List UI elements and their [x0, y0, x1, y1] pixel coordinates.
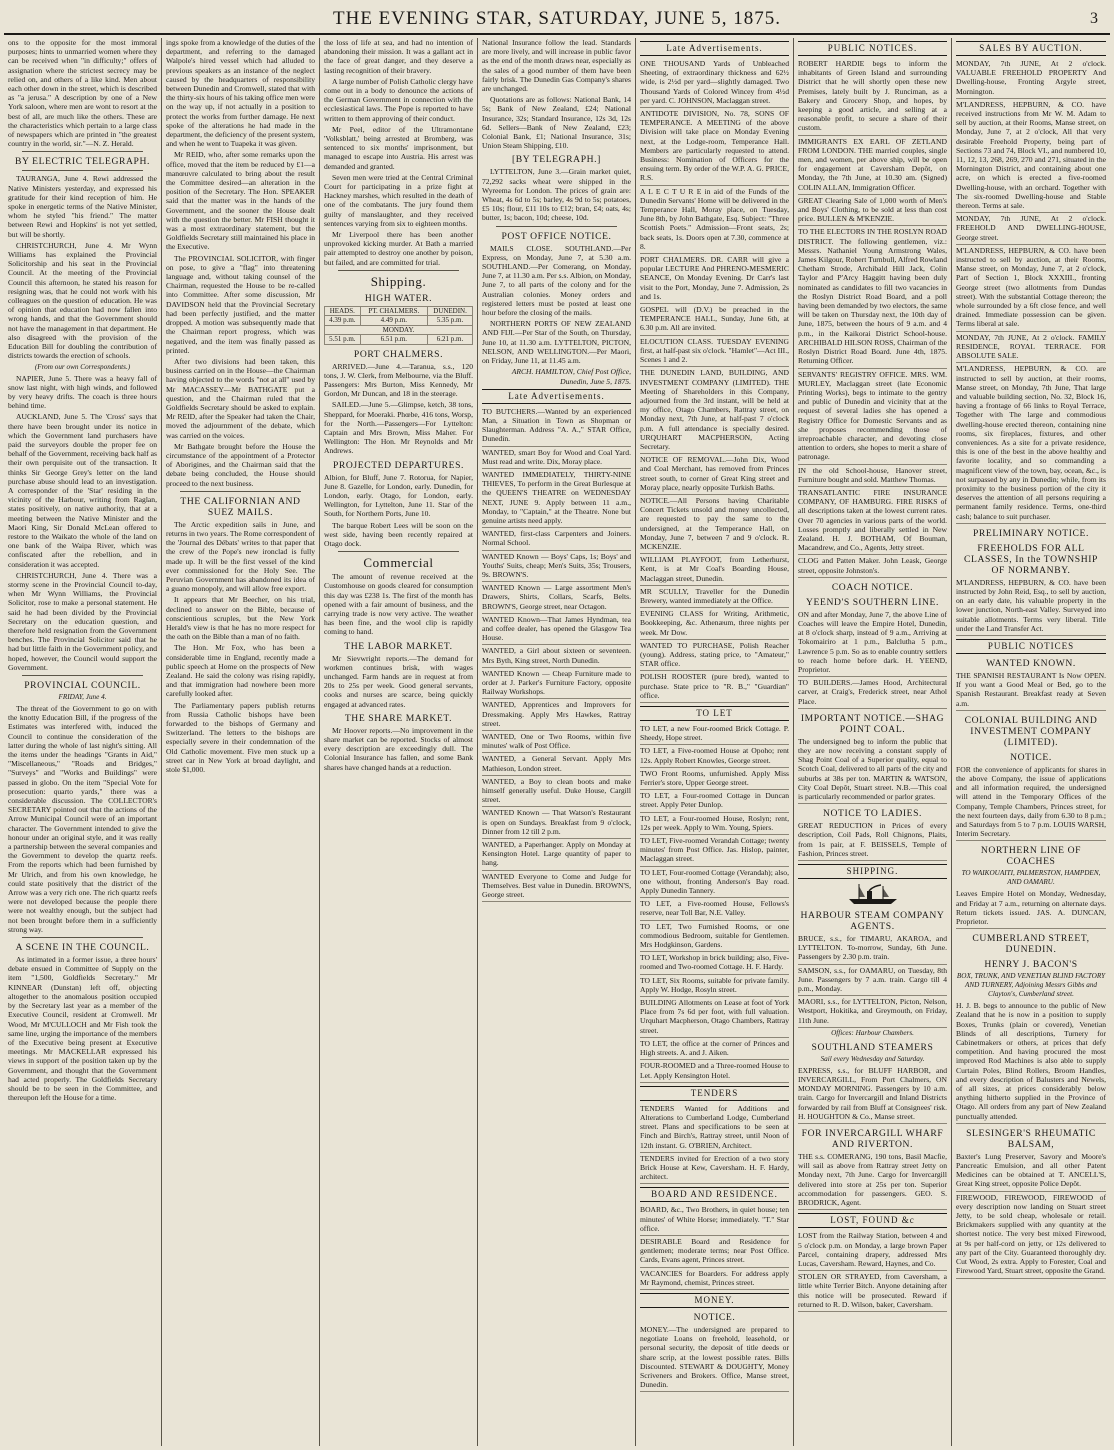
ad-text: BOARD, &c., Two Brothers, in quiet house; ten minutes' of White Horse; immediately. "T." Star office.	[640, 1205, 789, 1233]
to-let-ad	[640, 1061, 789, 1082]
telegram-christchurch: CHRISTCHURCH, June 4. Mr Wynn Williams has explained the Provincial Solicitorship and his seat in the Provincial Council. At the meeting of the Provincial Council this afternoon, he stated his reason for resigning was, that he could not work with his colleagues on the question of education. He was of opinion that education had now fallen into wrong hands, and that the Government should not have the management in that department. He also disagreed with the provision of the Education Bill for doubling the contribution of districts towards the erection of schools.	[8, 240, 157, 361]
classified-ad	[640, 305, 789, 336]
ad-text: WANTED Everyone to Come and Judge for Themselves. Best value in Dunedin. BROWN'S, George street.	[482, 871, 631, 900]
ladies-notice	[798, 821, 947, 861]
tide-col-port-chalmers: PT. CHALMERS.	[360, 306, 427, 315]
labor-market-article: Mr Sievwright reports.—The demand for workmen continues brisk, with wages unchanged. Farm hands are in request at from 20s to 25s per week. Good general servants, cooks and nurses are scarce, being quickly engaged at advanced rates.	[324, 653, 473, 709]
tender-ad	[640, 1154, 789, 1185]
ad-text: WANTED Known — Boys' Caps, 1s; Boys' and Youths' Suits, cheap; Men's Suits, 35s; Trousers, 9s. BROWN'S.	[482, 551, 631, 579]
article-paragraph: Mr Bathgate brought before the House the circumstance of the appointment of a Protector of Aborigines, and the Chairman said that the debate being concluded, the House should proceed to the next business.	[166, 441, 315, 488]
balsam-heading: SLESINGER'S RHEUMATIC BALSAM,	[966, 1127, 1096, 1150]
southland-steamers-heading: SOUTHLAND STEAMERS	[811, 1041, 934, 1053]
auction-ad	[956, 578, 1106, 636]
article-paragraph: Mr Liverpool there has been another unprovoked kicking murder. At Bath a married pair attempted to destroy one another by poison, but failed, and are committed for trial.	[324, 230, 473, 267]
ad-text: H. J. B. begs to announce to the public of New Zealand that he is now in a position to supply Boxes, Trunks (plain or covered), Venetian Blinds of all descriptions, Turnery for Cabinetmakers or others, at prices that defy competition. And having procured the most improved Rod Machines is also able to supply Curtain Poles, Blind Rollers, Broom Handles, and every description of Balusters and Newels, of all sizes, at prices considerably below anything hitherto supplied in the Province of Otago. All orders from any part of New Zealand punctually attended.	[956, 1001, 1106, 1121]
ad-text: TWO Front Rooms, unfurnished. Apply Miss Ferrier's store, Upper George street.	[640, 768, 789, 788]
ad-text: TO LET, Two Furnished Rooms, or one commodious Bedroom, suitable for Gentlemen. Mrs Hodgkinson, Gardens.	[640, 921, 789, 950]
ad-text: SERVANTS' REGISTRY OFFICE. MRS. WM. MURLEY, Maclaggan street (late Economic Printing Works), begs to intimate to the gentry and public of Dunedin and vicinity that at the request of several ladies she has opened a Registry Office for Domestic Servants and as she proposes recommending those of irreproachable character, and devoting close attention to orders, she hopes to merit a share of patronage.	[798, 369, 947, 462]
ad-text: M'LANDRESS, HEPBURN, & CO. have been instructed to sell by auction, at their Rooms, Manse street, on Monday, June 7, at 2 o'clock, Part of Section 1, Block XXXIII., fronting George street (two allotments from Dundas street). With the substantial Cottage thereon; the whole surrounded by a 6ft close fence, and well drained. Immediate possession can be given. Terms liberal at sale.	[956, 245, 1106, 329]
ad-text: LOST from the Railway Station, between 4 and 5 o'clock p.m. on Monday, a large brown Paper Parcel, containing drapery, addressed Mrs Lucas, Caversham. Reward, Haynes, and Co.	[798, 1231, 947, 1268]
ad-text: MR SCULLY, Traveller for the Dunedin Brewery, wanted immediately at the Office.	[640, 586, 789, 605]
ad-text: POLISH ROOSTER (pure bred), wanted to purchase. State price to "R. B.," "Guardian" office.	[640, 672, 789, 700]
classified-ad	[482, 732, 631, 753]
steamer-ad	[798, 934, 947, 965]
harbour-office: Offices: Harbour Chambers.	[831, 1028, 914, 1037]
to-let-ad	[640, 899, 789, 920]
ad-text: M'LANDRESS, HEPBURN, & CO. have received instructions from Mr W. M. Adam to sell by auction, at their Rooms, Manse street, on Monday, June 7, at 2 o'clock, All that very desirable Freehold Property, being part of Sections 73 and 74, Block VI., and numbered 10, 11, 12, 13, 268, 269, 270 and 271, situated in the Mornington District, and containing about one acre, on which is erected a five-roomed Dwelling-house, with an orchard. Together with The six-roomed Dwelling-house and Stable thereon. Terms at sale.	[956, 99, 1106, 211]
classified-ad	[482, 754, 631, 775]
to-let-ad	[640, 836, 789, 867]
tide-cell: 5.35 p.m.	[428, 316, 473, 325]
classified-ad	[482, 448, 631, 469]
public-notice	[798, 59, 947, 136]
classified-ad	[482, 808, 631, 839]
newspaper-title: THE EVENING STAR, SATURDAY, JUNE 5, 1875.	[333, 8, 781, 29]
public-notice	[798, 488, 947, 555]
ad-text: THE SPANISH RESTAURANT Is Now OPEN. If you want a Good Meal or Bed, go to the Spanish Restaurant. Breakfast ready at Seven a.m.	[956, 670, 1106, 708]
divider	[22, 151, 143, 152]
classified-ad	[640, 555, 789, 586]
ad-text: TO LET, a new Four-roomed Brick Cottage. P. Sheedy, Hope street.	[640, 724, 789, 743]
column-1	[4, 38, 162, 1446]
ad-text: STOLEN OR STRAYED, from Caversham, a little white Terrier Bitch. Anyone detaining after this notice will be prosecuted. Reward if returned to R. D. Wilson, baker, Caversham.	[798, 1272, 947, 1309]
public-notices-heading: PUBLIC NOTICES	[956, 639, 1106, 654]
ad-text: VACANCIES for Boarders. For address apply Mr Raymond, chemist, Princes street.	[640, 1268, 789, 1287]
ladies-notice-heading: NOTICE TO LADIES.	[822, 808, 923, 820]
coach-notice-heading: COACH NOTICE.	[831, 581, 914, 593]
colonial-notice-title: NOTICE.	[1010, 751, 1052, 763]
shag-coal-heading: IMPORTANT NOTICE.—SHAG POINT COAL.	[800, 712, 945, 735]
money-ad	[640, 1325, 789, 1392]
money-notice-title: NOTICE.	[693, 1311, 736, 1323]
classified-ad	[640, 609, 789, 640]
column-7	[952, 38, 1110, 1446]
ad-text: IN the old School-house, Hanover street, Furniture bought and sold. Matthew Thomas.	[798, 465, 947, 484]
article-paragraph: ings spoke from a knowledge of the duties of the department, and referring to the damaged Walpole's hired vessel which had alluded to previous speakers as an instance of the neglect caused by the headquarters of responsibility between Dunedin and Cromwell, stated that with the thirty-six hours of his taking office men were on the way up, if not actually in a position to protect the works from further damage. He next spoke of the alterations he had made in the department, the deficiency of the present system, and when he went to Tuapeka it was given.	[166, 38, 315, 149]
factory-ad	[956, 1001, 1106, 1124]
ad-text: CLOG and Patten Maker. John Leask, George street, opposite Johnston's.	[798, 556, 947, 575]
ad-text: M'LANDRESS, HEPBURN, & CO. are instructed to sell by auction, at their rooms, Manse street, on Monday, 7th June, That large and valuable building section, No. 32, Block 16, having a frontage of 66 links to Royal Terrace, Together with The large and commodious dwelling-house erected thereon, containing nine rooms, six fireplaces, fixtures, and other conveniences. As a site for a private residence, this is one of the best in the above healthy and favorite locality, and so commanding a magnificent view of the town, bay, ocean, &c., is not surpassed by any in Dunedin; while, from its proximity to the business portion of the city it deserves the attention of all persons requiring a permanent family residence. Terms, one-third cash; balance to suit purchaser.	[956, 364, 1106, 521]
ad-text: FOUR-ROOMED and a Three-roomed House to Let. Apply Kensington Hotel.	[640, 1061, 789, 1080]
projected-departures-heading: PROJECTED DEPARTURES.	[332, 459, 465, 471]
classified-ad	[482, 872, 631, 903]
to-let-heading: TO LET	[640, 706, 789, 721]
ad-text: TO LET, a Four-roomed Cottage in Duncan street. Apply Peter Dunlop.	[640, 791, 789, 810]
classified-ad	[640, 337, 789, 368]
ad-text: WANTED, first-class Carpenters and Joiners. Normal School.	[482, 529, 631, 548]
divider	[338, 270, 459, 271]
public-notice	[798, 227, 947, 368]
classified-ad	[640, 59, 789, 108]
post-office-heading: POST OFFICE NOTICE.	[501, 230, 612, 242]
ad-text: WILLIAM PLAYFOOT, from Letherhurst, Kent, is at Mr Coal's Boarding House, Maclaggan street, Dunedin.	[640, 555, 789, 583]
shipping-ads-heading: SHIPPING.	[798, 864, 947, 879]
classified-ad	[640, 368, 789, 454]
coach-notice	[798, 610, 947, 677]
ad-text: GREAT REDUCTION in Prices of every description, Coil Pads, Roll Chignons, Plaits, from 1s pair, at F. BEISSELS, Temple of Fashion, Princes street.	[798, 821, 947, 858]
commercial-article: The amount of revenue received at the Customhouse on goods cleared for consumption this day was £238 1s. The first of the month has opened with a fair amount of business, and the carrying trade is now very active. The weather has been fine, and the wool clip is rapidly coming to hand.	[324, 572, 473, 637]
mail-news-paragraph: The Arctic expedition sails in June, and returns in two years. The Rome correspondent of the 'Journal des Débats' writes to that paper that the crew of the Pope's new ironclad is fully made up. It will be the first vessel of the kind ever commissioned for the Holy See. The Peruvian Government has abandoned its idea of a guano monopoly, and will allow free export.	[166, 519, 315, 594]
shag-coal-notice	[798, 737, 947, 804]
post-office-notice-2: NORTHERN PORTS OF NEW ZEALAND AND FIJI.—Per Star of the South, on Thursday, June 10, at 11.30 a.m. LYTTELTON, PICTON, NELSON, AND WELLINGTON.—Per Maori, on Friday, June 11, at 11.45 a.m.	[482, 319, 631, 366]
ad-text: TENDERS Wanted for Additions and Alterations to Cumberland Lodge, Cumberland street. Plans and specifications to be seen at Finch and Birch's, Rattray street, until Noon of 12th instant. G. O'BRIEN, Architect.	[640, 1103, 789, 1150]
ad-text: TO THE ELECTORS IN THE ROSLYN ROAD DISTRICT. The following gentlemen, viz.: Messrs. Nathaniel Young Armstrong Wales, James Kilgour, Robert Turnbull, Alfred Rowland Chetham Strode, Archibald Hill Jack, Colin Taylor and P'Arcy Haggitt having been duly nominated as candidates to fill two vacancies in the Roslyn District Road Board, and a poll having been demanded by two electors, the same will be taken on Thursday next, the 10th day of June, 1875, between the hours of 9 a.m. and 4 p.m., in the Kaikorai District School-house. ARCHIBALD HILSON ROSS, Chairman of the Roslyn District Road Board. June 4th, 1875. Returning Officer.	[798, 227, 947, 366]
ad-text: WANTED Known—That James Hyndman, tea and coffee dealer, has opened the Glasgow Tea House.	[482, 614, 631, 643]
classified-ad	[482, 407, 631, 447]
auction-ad	[956, 100, 1106, 213]
tide-cell: 4.49 p.m.	[360, 316, 427, 325]
telegraph-heading: [BY TELEGRAPH.]	[512, 154, 601, 166]
ad-text: WANTED, a Girl about sixteen or seventeen. Mrs Byth, King street, North Dunedin.	[482, 646, 631, 665]
ad-text: WANTED Known — That Watson's Restaurant is open on Sundays. Breakfast from 9 o'clock, Dinner from 12 till 2 p.m.	[482, 808, 631, 836]
classified-ad	[640, 496, 789, 554]
preliminary-notice-title: FREEHOLDS FOR ALL CLASSES, In the TOWNSHIP OF NORMANBY.	[964, 542, 1098, 576]
classified-ad	[482, 529, 631, 550]
masthead	[0, 0, 1114, 36]
ad-text: WANTED, a General Servant. Apply Mrs Mathieson, London street.	[482, 754, 631, 773]
tide-col-dunedin: DUNEDIN.	[428, 306, 473, 315]
board-heading: BOARD AND RESIDENCE.	[640, 1187, 789, 1202]
post-office-signature: ARCH. HAMILTON, Chief Post Office, Dunedin, June 5, 1875.	[511, 367, 631, 386]
classified-ad	[482, 646, 631, 667]
coach-ad	[956, 889, 1106, 929]
public-notice	[798, 137, 947, 195]
ad-text: NOTICE.—All Persons having Charitable Concert Tickets unsold and money uncollected, are requested to pay the same to the undersigned, at the Temperance Hall, on Monday, June 7, between 7 and 9 o'clock. R. MCKENZIE.	[640, 495, 789, 551]
article-paragraph: After two divisions had been taken, this business carried on in the House—the Chairman having objected to the words "not at all" used by Mr MACASSEY—Mr BATHGATE put a question, and the Chairman ruled that the Goldfields Secretary should be asked to explain. Mr REID, after the Speaker had taken the Chair, moved the adjournment of the debate, which was carried on the voices.	[166, 356, 315, 440]
ad-text: BRUCE, s.s., for TIMARU, AKAROA, and LYTTELTON. To-morrow, Sunday, 6th June. Passengers by 2.30 p.m. train.	[798, 934, 947, 962]
money-heading: MONEY.	[640, 1293, 789, 1308]
lyttelton-market: LYTTELTON, June 3.—Grain market quiet, 72,292 sacks wheat were shipped in the Wyreema for London. The prices of grain are: Wheat, 4s 6d to 5s; barley, 4s 9d to 5s; potatoes, £5 10s; flour, £11 10s to £12; bran, £4; oats, 4s; butter, 1s; bacon, 10d; cheese, 10d.	[482, 167, 631, 223]
lost-ad	[798, 1272, 947, 1312]
ad-text: FIREWOOD, FIREWOOD, FIREWOOD of every description now landing on Stuart street Jetty, to be sold cheap, wholesale or retail. Brickmakers supplied with any quantity at the shortest notice. The very best mixed Firewood, at 9s per half-cord on jetty, or 12s delivered to any part of the City. Guaranteed thoroughly dry. Cut Wood, 2s extra. Apply to Forester, Coal and Firewood Yard, Stuart street, opposite the Grand.	[956, 1192, 1106, 1276]
ad-text: TRANSATLANTIC FIRE INSURANCE COMPANY, OF HAMBURG. FIRE RISKS of all descriptions taken at the lowest current rates. Over 70 agencies in various parts of the world. Losses promptly and liberally settled in New Zealand. H. J. BOTHAM, Of Bouman, Macandrew, and Co., Agents, Jetty street.	[798, 487, 947, 553]
post-office-notice: MAILS CLOSE. SOUTHLAND.—Per Express, on Monday, June 7, at 5.30 a.m. SOUTHLAND.—Per Comerang, on Monday, June 7, at 11.30 a.m. Per s.s. Albion, on Monday, June 7, to all parts of the colony and for the Australian colonies. Money orders and registered letters must be posted at least one hour before the closing of the mails.	[482, 243, 631, 318]
to-let-ad	[640, 922, 789, 953]
classified-ad	[482, 552, 631, 583]
firewood-ad	[956, 1193, 1106, 1279]
ad-text: WANTED, a Boy to clean boots and make himself generally useful. Duke House, Cargill street.	[482, 776, 631, 805]
article-paragraph: Mr REID, who, after some remarks upon the office, moved that the item be reduced by £1—a manœuvre calculated to bring about the result the Committee desired—an alteration in the position of the Secretary. The Hon. SPEAKER said that the matter was in the hands of the Government, and the sooner the House dealt with the question the better. Mr FISH thought it was a most extraordinary statement, but the Goldfields Secretary still maintained his place in the Executive.	[166, 150, 315, 252]
public-notice	[798, 466, 947, 487]
labor-market-heading: THE LABOR MARKET.	[344, 640, 453, 652]
tender-ad	[640, 1104, 789, 1153]
section-heading-scene: A SCENE IN THE COUNCIL.	[15, 942, 150, 954]
ad-text: ON and after Monday, June 7, the above Line of Coaches will leave the Empire Hotel, Dunedin, at 8 o'clock sharp, instead of 9 a.m., Arriving at Tokomairiro at 1 p.m., Balclutha 5 p.m., Lawrence 5 p.m. So as to enable country settlers to reach home before dark. H. YEEND, Proprietor.	[798, 609, 947, 674]
ad-text: MONEY.—The undersigned are prepared to negotiate Loans on freehold, leasehold, or personal security, the deposit of title deeds or share scrip, at the lowest possible rates. Bills Discounted. STEWART & DOUGHTY, Money Scriveners and Brokers. Office, Manse street, Dunedin.	[640, 1324, 789, 1390]
telegram-tauranga: TAURANGA, June 4. Rewi addressed the Native Ministers yesterday, and expressed his gratitude for their kind reception of him. He spoke in energetic terms of the Native Minister, whom he styled "his friend." The matter between Rewi and Hopkins' is not yet settled, but will be shortly.	[8, 174, 157, 239]
divider	[338, 551, 459, 552]
medicine-ad	[956, 1152, 1106, 1192]
page-columns	[4, 38, 1110, 1446]
ad-text: GREAT Clearing Sale of 1,000 worth of Men's and Boys' Clothing, to be sold at less than cost price. BULLEN & M'KENZIE.	[798, 195, 947, 224]
ad-text: EXPRESS, s.s., for BLUFF HARBOR, and INVERCARGILL, From Port Chalmers, ON MONDAY MORNING. Passengers by 10 a.m. train. Cargo for Invercargill and Inland Districts forwarded by rail from Bluff at Consignees' risk. H. HOUGHTON & Co., Manse street.	[798, 1065, 947, 1121]
ad-text: Leaves Empire Hotel on Monday, Wednesday, and Friday at 7 a.m., returning on alternate days. Return tickets issued. JAS. A. DUNCAN, Proprietor.	[956, 889, 1106, 927]
section-heading-commercial: Commercial	[363, 555, 434, 571]
public-notice	[798, 556, 947, 577]
ad-text: TO LET, a Five-roomed House, Fellows's reserve, near Toll Bar, N.E. Valley.	[640, 899, 789, 918]
ad-text: TO LET, a Four-roomed House, Roslyn; rent, 12s per week. Apply to Wm. Young, Spiers.	[640, 813, 789, 832]
divider	[22, 170, 143, 171]
classified-ad	[640, 672, 789, 703]
ad-text: MONDAY, 7th JUNE, At 2 o'clock. FREEHOLD AND DWELLING-HOUSE, George street.	[956, 214, 1106, 242]
classified-ad	[482, 470, 631, 528]
to-let-ad	[640, 953, 789, 974]
to-let-ad	[640, 746, 789, 767]
ad-text: WANTED, smart Boy for Wood and Coal Yard. Must read and write. Dix, Moray place.	[482, 447, 631, 466]
colonial-building-heading: COLONIAL BUILDING AND INVESTMENT COMPANY (LIMITED).	[964, 714, 1098, 748]
auction-ad	[956, 59, 1106, 99]
to-let-ad	[640, 1039, 789, 1060]
ad-text: FOR the convenience of applicants for shares in the above Company, the issue of applications and all information required, the undersigned will attend in the Temporary Offices of the Company, Temple Chambers, Princes street, for the next fourteen days, daily from 6.30 to 8 p.m.; and Saturdays from 5 to 7 p.m. LOUIS WARSH, Interim Secretary.	[956, 764, 1106, 839]
article-paragraph: Mr Peel, editor of the Ultramontane 'Volksblatt,' being arrested at Bromberg, was sentenced to six months' imprisonment, but managed to escape into Austria. His arrest was demanded and granted.	[324, 124, 473, 171]
page-number: 3	[1090, 10, 1098, 27]
public-notices-heading: PUBLIC NOTICES.	[798, 41, 947, 56]
tide-cell: 5.51 p.m.	[325, 335, 361, 344]
article-paragraph: Seven men were tried at the Central Criminal Court for participating in a prize fight at Hackney marshes, which resulted in the death of one of the combatants. The jury found them guilty of manslaughter, and they received sentences varying from six to eighteen months.	[324, 172, 473, 228]
board-ad	[640, 1205, 789, 1236]
steamer-ad	[798, 1152, 947, 1210]
classified-ad	[640, 455, 789, 495]
ad-text: TO LET, Workshop in brick building; also, Five-roomed and Two-roomed Cottage. H. F. Hardy.	[640, 953, 789, 972]
ad-text: MONDAY, 7th JUNE, At 2 o'clock. FAMILY RESIDENCE, ROYAL TERRACE. FOR ABSOLUTE SALE.	[956, 332, 1106, 361]
provincial-article: The threat of the Government to go on with the knotty Education Bill, if the progress of the Estimates was interfered with, induced the Council to continue the consideration of the latter during the whole of last night's sitting. All the items under the headings "Grants in Aid," "Miscellaneous," "Roads and Bridges," "Surveys" and "Works and Buildings" were passed in globo. On the item "Special Vote for prosecution: quarto yards," there was a considerable discussion. The COLLECTOR's SECRETARY pointed out that the actions of the Arrow Municipal Council were of an important character. The Government intended to give the honour under an original style, and it was really a partnership between the several companies and the Government to develop the quartz reefs. From the reports which had been furnished by Mr Ulrich, and from his own knowledge, he could state positively that the district of the Arrow was a very rich one. The rich quartz reefs were not developed because the people there were not wealthy enough, but the subject had not been brought before them in a sufficiently strong way.	[8, 704, 157, 934]
share-market-continued: National Insurance follow the lead. Standards are more lively, and will increase in public favor as the end of the month draws near, especially as the sales of a good number of them have been fairly brisk. The Dunedin Gas Company's shares are unchanged.	[482, 38, 631, 94]
ad-text: ROBERT HARDIE begs to inform the inhabitants of Green Island and surrounding District that he will shortly open these new Premises, lately built by J. Runciman, as a Bakery and Grocery Shop, and hopes, by keeping a good article, and selling at a reasonable profit, to secure a share of their custom.	[798, 59, 947, 133]
ad-text: MONDAY, 7th JUNE, At 2 o'clock. VALUABLE FREEHOLD PROPERTY And Dwelling-house, Fronting Argyle street, Mornington.	[956, 59, 1106, 96]
to-let-ad	[640, 868, 789, 899]
tide-cell: 6.21 p.m.	[428, 335, 473, 344]
harbour-agents-heading: HARBOUR STEAM COMPANY AGENTS.	[800, 910, 945, 933]
to-let-ad	[640, 769, 789, 790]
divider	[180, 491, 301, 492]
provincial-date: FRIDAY, June 4.	[58, 693, 107, 701]
ad-text: IMMIGRANTS EX EARL OF ZETLAND FROM LONDON. THE married couples, single men, and women, per above ship, will be open for engagement at Caversham Depôt, on Monday, the 7th June, at 10.30 am. (Signed) COLIN ALLAN, Immigration Officer.	[798, 136, 947, 192]
column-6	[794, 38, 952, 1446]
classified-ad	[482, 615, 631, 646]
ad-text: M'LANDRESS, HEPBURN, & CO. have been instructed by John Reid, Esq., to sell by auction, on an early date, his valuable property in the lower junction, North-east Valley. Surveyed into suitable allotments. Terms very liberal. Title under the Land Transfer Act.	[956, 577, 1106, 633]
ad-text: TO BUILDERS.—James Hood, Architectural carver, at Craig's, Frederick street, near Athol Place.	[798, 678, 947, 706]
ad-text: WANTED TO PURCHASE, Polish Reacher (young). Address, stating price, to "Amateur," STAR office.	[640, 640, 789, 669]
mail-news-paragraph: It appears that Mr Beecher, on his trial, declined to answer on the Bible, because of conscientious scruples, but the New York Herald's view is that he has no more respect for the oath on the Bible than a man of no faith.	[166, 595, 315, 642]
bacon-subheading: BOX, TRUNK, AND VENETIAN BLIND FACTORY AND TURNERY, Adjoining Messrs Gibbs and Clayton's, Cumberland street.	[956, 972, 1106, 999]
column-3	[320, 38, 478, 1446]
steamer-ad	[798, 997, 947, 1028]
steamer-ad	[798, 1066, 947, 1124]
tide-cell: 6.51 p.m.	[360, 335, 427, 344]
telegram-napier: NAPIER, June 5. There was a heavy fall of snow last night, with high winds, and followed by very heavy drifts. The coach is three hours behind time.	[8, 373, 157, 411]
to-let-ad	[640, 814, 789, 835]
classified-ad	[640, 187, 789, 254]
classified-ad	[482, 700, 631, 731]
ad-text: WANTED, One or Two Rooms, within five minutes' walk of Post Office.	[482, 732, 631, 751]
ad-text: The undersigned beg to inform the public that they are now receiving a constant supply of Shag Point Coal of a Superior quality, equal to Scotch Coal, delivered to all parts of the city and suburbs at 38s per ton. MARTIN & WATSON, City Coal Depôt, Stuart street. N.B.—This coal is particularly recommended or parlor grates.	[798, 736, 947, 802]
auction-heading: SALES BY AUCTION.	[956, 41, 1106, 56]
lost-ad	[798, 1231, 947, 1271]
article-paragraph: The PROVINCIAL SOLICITOR, with finger on pose, to give a "flag" into threatening language and, without taking counsel of the Chairman, requested the House to be re-called into Committee. After some discussion, Mr DAVIDSON held that the Provincial Secretary had been perfectly justified, and the matter dropped. A motion was subsequently made that the Chairman report progress, which was negatived, and the item was finally passed as printed.	[166, 253, 315, 355]
ad-text: TENDERS invited for Erection of a two story Brick House at Kew, Caversham. H. F. Hardy, architect.	[640, 1153, 789, 1182]
classified-ad	[640, 641, 789, 672]
ad-text: BUILDING Allotments on Lease at foot of York Place from 7s 6d per foot, with full valuation. Urquhart Macpherson, Otago Chambers, Rattray street.	[640, 998, 789, 1035]
column-4	[478, 38, 636, 1446]
ad-text: TO BUTCHERS.—Wanted by an experienced Man, a Situation in Town as Shopman or Slaughterman. Address "A. A.," STAR Office, Dunedin.	[482, 406, 631, 444]
ad-text: TO LET, the office at the corner of Princes and High streets. A. and J. Aiken.	[640, 1038, 789, 1058]
classified-ad	[640, 255, 789, 304]
northern-coaches-route: TO WAIKOUAITI, PALMERSTON, HAMPDEN, AND OAMARU.	[961, 869, 1101, 887]
ad-text: Baxter's Lung Preserver, Savory and Moore's Pancreatic Emulsion, and all other Patent Medicines can be obtained at T. ANCELL'S, Great King street, opposite Police Depôt.	[956, 1151, 1106, 1189]
section-heading-provincial: PROVINCIAL COUNCIL.	[24, 680, 141, 691]
to-let-ad	[640, 976, 789, 997]
ad-text: TO LET, Four-roomed Cottage (Verandah); also, one without, fronting Anderson's Bay road. Apply Dunedin Tannery.	[640, 867, 789, 896]
coach-line-title: YEEND'S SOUTHERN LINE.	[806, 596, 939, 608]
scene-article: As intimated in a former issue, a three hours' debate ensued in Committee of Supply on the item "1,500, Goldfields Secretary." Mr KINNEAR (Dunstan) left off, objecting altogether to the anomalous position occupied by the Secretary last year as a member of the Executive Council, resident at Cromwell. Mr Wood, Mr M'CULLOCH and Mr Fish took the same line, urging the importance of the members of the Executive being present at Executive meetings. Mr MACKELLAR expressed his views in support of the position taken up by the Government, and thought that the Government had acted properly. The Goldfields Secretary should be to be seen in the Committee, and thereupon left the House for a time.	[8, 955, 157, 1103]
column-2	[162, 38, 320, 1446]
lost-found-heading: LOST, FOUND &c	[798, 1213, 947, 1228]
port-heading: PORT CHALMERS.	[353, 348, 444, 360]
ad-text: WANTED, a Paperhanger. Apply on Monday at Kensington Hotel. Large quantity of paper to hang.	[482, 840, 631, 868]
auction-ad	[956, 364, 1106, 523]
classified-ad	[482, 777, 631, 808]
company-notice	[956, 765, 1106, 842]
share-market-heading: THE SHARE MARKET.	[344, 712, 453, 724]
public-notice	[798, 370, 947, 465]
classified-ad	[482, 669, 631, 700]
masthead-rule	[4, 33, 1110, 35]
projected-departures: Albion, for Bluff, June 7. Rotorua, for Napier, June 8. Gazelle, for London, early. Dunedin, for London, early. Otago, for London, early. Wellington, for Lyttelton, June 11. Star of the South, for Northern Ports, June 10.	[324, 472, 473, 519]
ad-text: TO LET, Six Rooms, suitable for private family. Apply W. Hodge, Rosyln street.	[640, 975, 789, 994]
auction-ad	[956, 214, 1106, 245]
ad-text: ELOCUTION CLASS. TUESDAY EVENING first, at half-past six o'clock. "Hamlet"—Act III., Scenes 1 and 2.	[640, 336, 789, 365]
to-let-ad	[640, 724, 789, 745]
ad-text: NOTICE OF REMOVAL.—John Dix, Wood and Coal Merchant, has removed from Princes street south, to corner of Great King street and Moray place, nearly opposite Turkish Baths.	[640, 455, 789, 492]
ad-text: DESIRABLE Board and Residence for gentlemen; moderate terms; near Post Office. Cards, Evans agent, Princes street.	[640, 1236, 789, 1265]
ad-text: WANTED Known — Large assortment Men's Drawers, Shirts, Collars, Scarfs, Belts. BROWN'S, George street, near Octagon.	[482, 583, 631, 611]
ad-text: EVENING CLASS for Writing, Arithmetic, Bookkeeping, &c. Athenæum, three nights per week. Mr Dow.	[640, 609, 789, 637]
share-quotations: Quotations are as follows: National Bank, 14 5s; Bank of New Zealand, £24; National Insurance, 32s; Standard Insurance, 12s 3d, 12s 6d. Sellers—Bank of New Zealand, £23; Colonial Bank, £1; National Insurance, 31s; Union Steam Shipping, £10.	[482, 95, 631, 151]
ad-text: MAORI, s.s., for LYTTELTON, Picton, Nelson, Westport, Hokitika, and Greymouth, on Friday, 11th June.	[798, 997, 947, 1025]
share-market-article: Mr Hoover reports.—No improvement in the share market can be reported. Stocks of almost every description are exceedingly dull. The Colonial Insurance has fallen, and some Bank shares have changed hands at a reduction.	[324, 725, 473, 772]
board-ad	[640, 1237, 789, 1268]
classified-ad	[640, 109, 789, 186]
divider	[496, 226, 617, 227]
ad-text: PORT CHALMERS. DR. CARR will give a popular LECTURE And PHRENO-MESMERIC SEANCE, On Monday Evening. Dr Carr's last visit to the Port, Monday, June 7. Admission, 2s and 1s.	[640, 255, 789, 301]
arrivals: ARRIVED.—June 4.—Taranua, s.s., 120 tons, J. W. Clerk, from Melbourne, via the Bluff. Passengers: Mrs Burton, Miss Kennedy, Mr Gordon, Mr Duncan, and 18 in the steerage.	[324, 361, 473, 399]
auction-ad	[956, 246, 1106, 332]
steamship-illustration	[847, 882, 899, 906]
bacon-heading: HENRY J. BACON'S	[984, 959, 1078, 971]
ad-text: TO LET, Five-roomed Verandah Cottage; twenty minutes' from Post Office. Jas. Hislop, painter, Maclaggan street.	[640, 836, 789, 864]
public-notice	[798, 196, 947, 227]
southland-sailing-days: Sail every Wednesday and Saturday.	[820, 1054, 925, 1063]
ad-text: THE s.s. COMERANG, 190 tons, Basil Macfie, will sail as above from Rattray street Jetty on Monday next, 7th June. Cargo for Invercargill delivered into store at 25s per ton. Superior accommodation for passengers. GEO. S. BRODRICK, Agent.	[798, 1152, 947, 1208]
to-let-ad	[640, 791, 789, 812]
ad-text: A L E C T U R E in aid of the Funds of the Dunedin Servants' Home will be delivered in the Temperance Hall, Moray place, on Tuesday, June 8th, by John Bathgate, Esq. Subject: "Three Scottish Poets." Admission—Front seats, 2s; back seats, 1s. Doors open at 7.30, commence at 8.	[640, 186, 789, 251]
high-water-heading: HIGH WATER.	[364, 292, 433, 304]
auction-ad	[956, 333, 1106, 364]
article-paragraph: the loss of life at sea, and had no intention of abandoning their mission. It was a gallant act in the face of great danger, and they deserve a lasting recognition of their bravery.	[324, 38, 473, 75]
section-heading-shipping: Shipping.	[370, 273, 427, 289]
northern-coaches-heading: NORTHERN LINE OF COACHES	[980, 845, 1082, 868]
ad-text: WANTED Known — Cheap Furniture made to order at J. Parker's Furniture Factory, opposite Railway Workshops.	[482, 668, 631, 697]
section-heading-californian: THE CALIFORNIAN AND SUEZ MAILS.	[180, 495, 301, 518]
wanted-known-heading: WANTED KNOWN.	[986, 657, 1076, 669]
ad-text: TO LET, a Five-roomed House at Opoho; rent 12s. Apply Robert Knowles, George street.	[640, 746, 789, 765]
correspondents-note: (From our own Correspondents.)	[34, 362, 131, 371]
divider	[22, 675, 143, 676]
invercargill-heading: FOR INVERCARGILL WHARF AND RIVERTON.	[801, 1128, 944, 1151]
to-let-ad	[640, 998, 789, 1038]
preliminary-notice-heading: PRELIMINARY NOTICE.	[972, 527, 1090, 539]
steamer-ad	[798, 966, 947, 997]
restaurant-ad	[956, 671, 1106, 711]
high-water-table	[324, 306, 473, 345]
classified-ad	[482, 583, 631, 614]
shipping-note: The barque Robert Lees will be soon on the west side, having been recently repaired at Otago dock.	[324, 520, 473, 548]
tide-cell: 4.39 p.m.	[325, 316, 361, 325]
column-5	[636, 38, 794, 1446]
mail-news-paragraph: The Hon. Mr Fox, who has been a considerable time in England, recently made a public speech at Home on the prospects of New Zealand. He said the colony was rising rapidly, and that immigration had nowhere been more carefully looked after.	[166, 643, 315, 699]
classified-ad	[640, 587, 789, 608]
tenders-heading: TENDERS	[640, 1086, 789, 1101]
late-ads-heading: Late Advertisements.	[482, 389, 631, 404]
departures: SAILED.—June 5.—Glimpse, ketch, 38 tons, Sheppard, for Moeraki. Phœbe, 416 tons, Worsp, for the North.—Passengers—For Lyttelton: Captain and Mrs Brown, Miss Maher. For Wellington: The Hon. Mr Reynolds and Mr Andrews.	[324, 400, 473, 456]
classified-ad	[482, 840, 631, 871]
ad-text: THE DUNEDIN LAND, BUILDING, AND INVESTMENT COMPANY (LIMITED). THE Meeting of Shareholders in this Company, adjourned from the 3rd instant, will be held at my office, Otago Chambers, Rattray street, on Monday next, 7th June, at half-past 7 o'clock p.m. A full attendance is specially desired. URQUHART MACPHERSON, Acting Secretary.	[640, 368, 789, 451]
tide-col-heads: HEADS.	[325, 306, 361, 315]
article-paragraph: A large number of Polish Catholic clergy have come out in a body to denounce the actions of the German Government in connection with the ecclesiastical laws. The Pope is reported to have written to them approving of their conduct.	[324, 76, 473, 123]
ads-list	[482, 407, 631, 903]
article-continuation: ons to the opposite for the most immoral purposes; hints to unmarried women where they can be received when "in difficulty;" offers of assignation where the strictest secrecy may be relied on, and others of a like kind. Men about each other down in the street, which is described as "a jerusa." A description by one of a New York saloon, where men are wont to resort at the best of all, are much like the others. These are the characteristics which pertain to a large class of newspapers which are printed in "the greatest country in the world, sir."—N. Z. Herald.	[8, 38, 157, 149]
ad-text: SAMSON, s.s., for OAMARU, on Tuesday, 8th June. Passengers by 7 a.m. train. Cargo till 4 p.m., Monday.	[798, 965, 947, 994]
telegram-auckland: AUCKLAND, June 5. The 'Cross' says that there have been brought under its notice in which the Government land purchasers have paid the surveyors double the proper fee on behalf of the Government, receiving back half as their own perquisite out of the transaction. It thinks Sir George Grey's letter on the land purchase abuse should lead to an investigation. A corresponder of the 'Star' residing in the vicinity of the Harbour, writing from Raglan, states positively, on native authority, that at a meeting between the Native Minister and the Maori King, Sir Donald McLean offered to restore to the Waikato the whole of the land on one bank of the Waipa River, which was confiscated after the rebellion, and in consideration it was accepted.	[8, 412, 157, 569]
ad-text: ONE THOUSAND Yards of Unbleached Sheeting, of extraordinary thickness and 62½ wide, is 2½d per yard—slightly damaged. Two Thousand Yards of Colored Wincey from 4½d per yard. C. JOHNSON, Maclaggan street.	[640, 59, 789, 105]
ad-text: WANTED IMMEDIATELY, THIRTY-NINE THIEVES, To perform in the Great Burlesque at the QUEEN'S THEATRE on WEDNESDAY NEXT, JUNE 9. Apply between 11 a.m., Monday, to "Captain," at the Theatre. None but genuine artists need apply.	[482, 469, 631, 525]
cumberland-street-heading: CUMBERLAND STREET, DUNEDIN.	[972, 933, 1090, 956]
ad-text: WANTED, Apprentices and Improvers for Dressmaking. Apply Mrs Hawkes, Rattray street.	[482, 700, 631, 728]
tide-day-label: MONDAY.	[325, 325, 473, 334]
board-ad	[640, 1269, 789, 1290]
late-ads-heading: Late Advertisements.	[640, 41, 789, 56]
telegram-christchurch-2: CHRISTCHURCH, June 4. There was a stormy scene in the Provincial Council to-day, when Mr Wynn Williams, the Provincial Solicitor, rose to make a personal statement. He said he had been divided by the Provincial Secretary on the education question, and therefore held resignation from the Government benches. The Provincial Solicitor said that he had but little faith in the Government policy, and hoped, however, the Council would support the Government.	[8, 570, 157, 672]
divider	[22, 937, 143, 938]
builders-notice	[798, 678, 947, 709]
mail-news-paragraph: The Parliamentary papers publish returns from Russia Catholic bishops have been forwarded to the bishops of Germany and Switzerland. The letters to the bishops are especially severe in their condemnation of the Old Catholic movement. Five men stuck up a street car in New York at broad daylight, and stole $1,000.	[166, 700, 315, 775]
section-heading-telegraph: BY ELECTRIC TELEGRAPH.	[15, 156, 150, 168]
ad-text: GOSPEL will (D.V.) be preached in the TEMPERANCE HALL, Sunday, June 6th, at 6.30 p.m. All are invited.	[640, 305, 789, 333]
ad-text: ANTIDOTE DIVISION, No. 78, SONS OF TEMPERANCE. A MEETING of the above Division will take place on Monday Evening next, at the Lodge-room, Temperance Hall. Members are particularly requested to attend. Business: Nomination of Officers for the ensuing term. By order of the W.P. A. G. PRICE, R.S.	[640, 109, 789, 183]
